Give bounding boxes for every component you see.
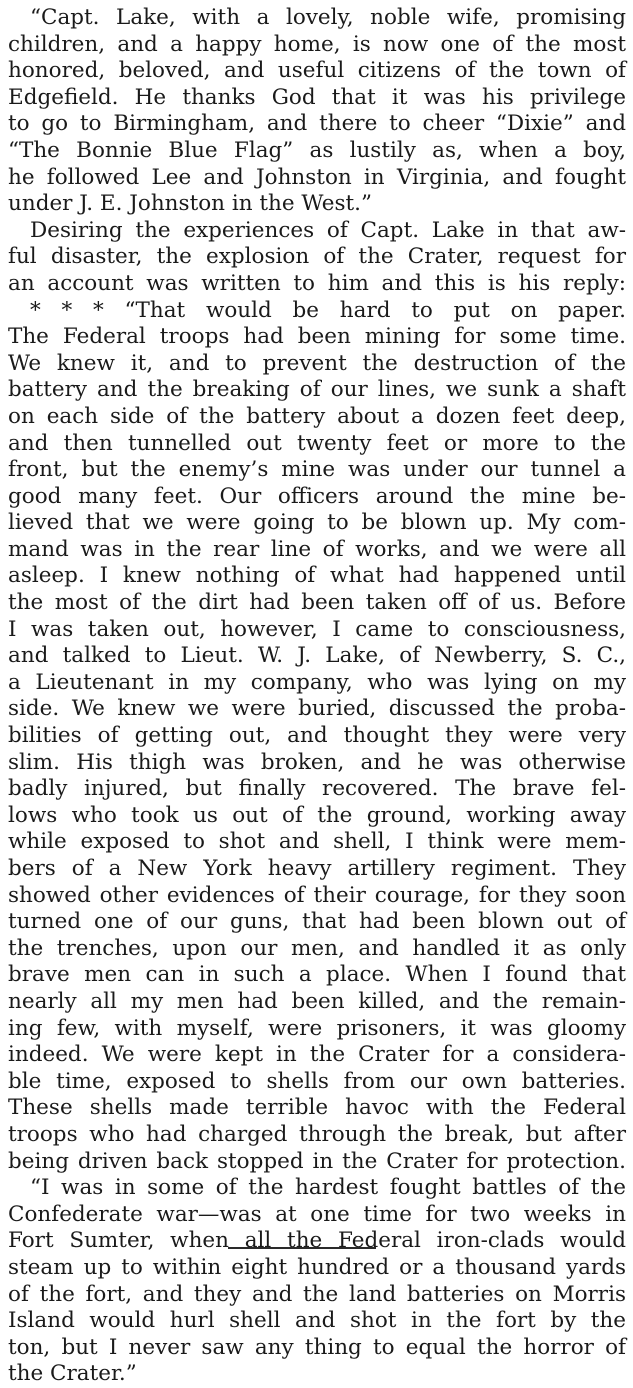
text-line: front, but the enemy’s mine was under our tunnel a <box>8 457 626 483</box>
text-line: honored, beloved, and useful citizens of the town of <box>8 58 626 84</box>
text-line: an account was written to him and this is his reply: <box>8 270 626 296</box>
text-line: being driven back stopped in the Crater for protection. <box>8 1148 626 1174</box>
text-line: a Lieutenant in my company, who was lying on my <box>8 669 626 695</box>
text-line: ing few, with myself, were prisoners, it was gloomy <box>8 1015 626 1041</box>
text-line: on each side of the battery about a dozen feet deep, <box>8 403 626 429</box>
text-line: These shells made terrible havoc with the Federal <box>8 1095 626 1121</box>
text-line: “The Bonnie Blue Flag” as lustily as, when a boy, <box>8 137 626 163</box>
text-line: Edgefield. He thanks God that it was his privilege <box>8 84 626 110</box>
text-line: Fort Sumter, when all the Federal iron-clads would <box>8 1228 626 1254</box>
text-line: indeed. We were kept in the Crater for a considera- <box>8 1042 626 1068</box>
text-line: We knew it, and to prevent the destruction of the <box>8 350 626 376</box>
article-text <box>8 5 626 1388</box>
text-line: Island would hurl shell and shot in the fort by the <box>8 1308 626 1334</box>
text-line: The Federal troops had been mining for some time. <box>8 324 626 350</box>
text-line: ble time, exposed to shells from our own batteries. <box>8 1068 626 1094</box>
section-divider <box>228 1247 376 1249</box>
text-line: the trenches, upon our men, and handled it as only <box>8 935 626 961</box>
text-line: * * * “That would be hard to put on paper. <box>30 297 626 323</box>
text-line: of the fort, and they and the land batteries on Morris <box>8 1281 626 1307</box>
text-line: side. We knew we were buried, discussed the proba- <box>8 696 626 722</box>
text-line: I was taken out, however, I came to consciousness, <box>8 616 626 642</box>
text-line: “Capt. Lake, with a lovely, noble wife, promising <box>30 5 626 30</box>
text-line: showed other evidences of their courage, for they soon <box>8 882 626 908</box>
text-line: lieved that we were going to be blown up. My com- <box>8 510 626 536</box>
text-line: lows who took us out of the ground, working away <box>8 802 626 828</box>
text-line: to go to Birmingham, and there to cheer “Dixie” and <box>8 111 626 137</box>
text-line: and talked to Lieut. W. J. Lake, of Newberry, S. C., <box>8 643 626 669</box>
text-line: turned one of our guns, that had been blown out of <box>8 909 626 935</box>
text-line: while exposed to shot and shell, I think were mem- <box>8 829 626 855</box>
text-line: bilities of getting out, and thought they were very <box>8 723 626 749</box>
text-line: Desiring the experiences of Capt. Lake in that aw- <box>30 217 626 243</box>
text-line: bers of a New York heavy artillery regiment. They <box>8 856 626 881</box>
text-line: asleep. I knew nothing of what had happened until <box>8 563 626 589</box>
text-line: good many feet. Our officers around the mine be- <box>8 483 626 509</box>
text-line: mand was in the rear line of works, and we were all <box>8 536 626 562</box>
text-line: nearly all my men had been killed, and the remain- <box>8 988 626 1014</box>
text-line: the most of the dirt had been taken off of us. Before <box>8 590 626 616</box>
text-line: “I was in some of the hardest fought battles of the <box>30 1175 626 1201</box>
text-line: battery and the breaking of our lines, we sunk a shaft <box>8 377 626 403</box>
text-line: ton, but I never saw any thing to equal the horror of <box>8 1334 626 1360</box>
text-line: children, and a happy home, is now one of the most <box>8 31 626 57</box>
text-line: troops who had charged through the break, but after <box>8 1121 626 1147</box>
text-line: under J. E. Johnston in the West.” <box>8 191 372 217</box>
text-line: he followed Lee and Johnston in Virginia, and fought <box>8 164 626 190</box>
text-line: ful disaster, the explosion of the Crater, request for <box>8 244 626 270</box>
text-line: and then tunnelled out twenty feet or more to the <box>8 430 626 456</box>
text-line: badly injured, but finally recovered. The brave fel- <box>8 776 626 802</box>
text-line: the Crater.” <box>8 1361 137 1387</box>
text-line: Confederate war—was at one time for two weeks in <box>8 1201 626 1227</box>
text-line: brave men can in such a place. When I found that <box>8 962 626 988</box>
text-line: steam up to within eight hundred or a thousand yards <box>8 1254 626 1280</box>
text-line: slim. His thigh was broken, and he was otherwise <box>8 749 626 775</box>
